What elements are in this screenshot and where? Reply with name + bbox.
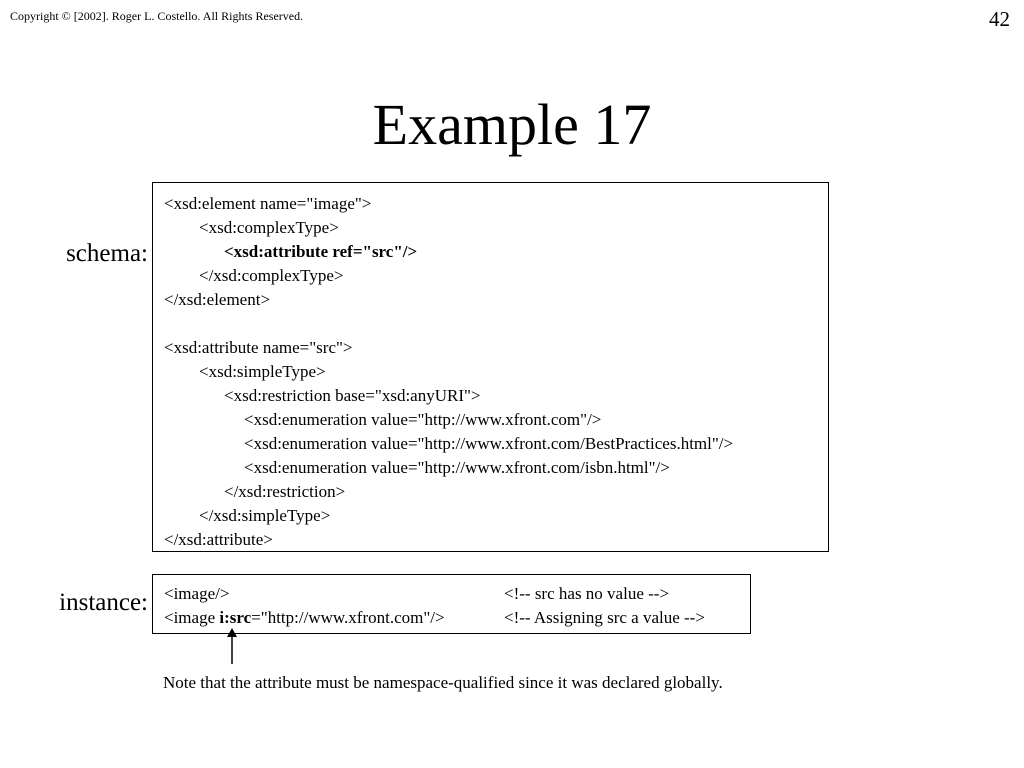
schema-line: <xsd:enumeration value="http://www.xfront.com"/> bbox=[244, 410, 602, 429]
schema-label: schema: bbox=[66, 240, 148, 267]
schema-line: <xsd:restriction base="xsd:anyURI"> bbox=[224, 386, 481, 405]
instance-comment: <!-- src has no value --> bbox=[504, 584, 670, 603]
schema-code-box bbox=[152, 182, 829, 552]
copyright-text: Copyright © [2002]. Roger L. Costello. All Rights Reserved. bbox=[10, 9, 304, 23]
instance-code-suffix: ="http://www.xfront.com"/> bbox=[251, 608, 445, 627]
schema-blank-line bbox=[164, 312, 828, 336]
schema-line: <xsd:complexType> bbox=[199, 218, 339, 237]
schema-line: </xsd:restriction> bbox=[224, 482, 346, 501]
schema-line: <xsd:enumeration value="http://www.xfront.com/isbn.html"/> bbox=[244, 458, 670, 477]
schema-line: </xsd:simpleType> bbox=[199, 506, 331, 525]
instance-code: <image/> bbox=[164, 584, 230, 603]
slide-title: Example 17 bbox=[372, 92, 652, 157]
schema-line: <xsd:element name="image"> bbox=[164, 194, 372, 213]
up-arrow-icon bbox=[222, 628, 242, 664]
instance-code-prefix: <image bbox=[164, 608, 220, 627]
instance-line bbox=[164, 606, 750, 630]
note-text: Note that the attribute must be namespace-qualified since it was declared globally. bbox=[163, 673, 723, 692]
schema-line: <xsd:attribute name="src"> bbox=[164, 338, 353, 357]
schema-line: </xsd:element> bbox=[164, 290, 271, 309]
schema-line: <xsd:enumeration value="http://www.xfront.com/BestPractices.html"/> bbox=[244, 434, 734, 453]
qualified-attribute: i:src bbox=[219, 608, 252, 627]
instance-line bbox=[164, 582, 750, 606]
schema-line: </xsd:attribute> bbox=[164, 530, 273, 549]
page-number: 42 bbox=[989, 7, 1010, 31]
schema-line: <xsd:simpleType> bbox=[199, 362, 326, 381]
instance-label: instance: bbox=[59, 589, 148, 616]
schema-line-highlight: <xsd:attribute ref="src"/> bbox=[224, 242, 418, 261]
instance-comment: <!-- Assigning src a value --> bbox=[504, 608, 705, 627]
schema-line: </xsd:complexType> bbox=[199, 266, 344, 285]
instance-code-box bbox=[152, 574, 751, 634]
